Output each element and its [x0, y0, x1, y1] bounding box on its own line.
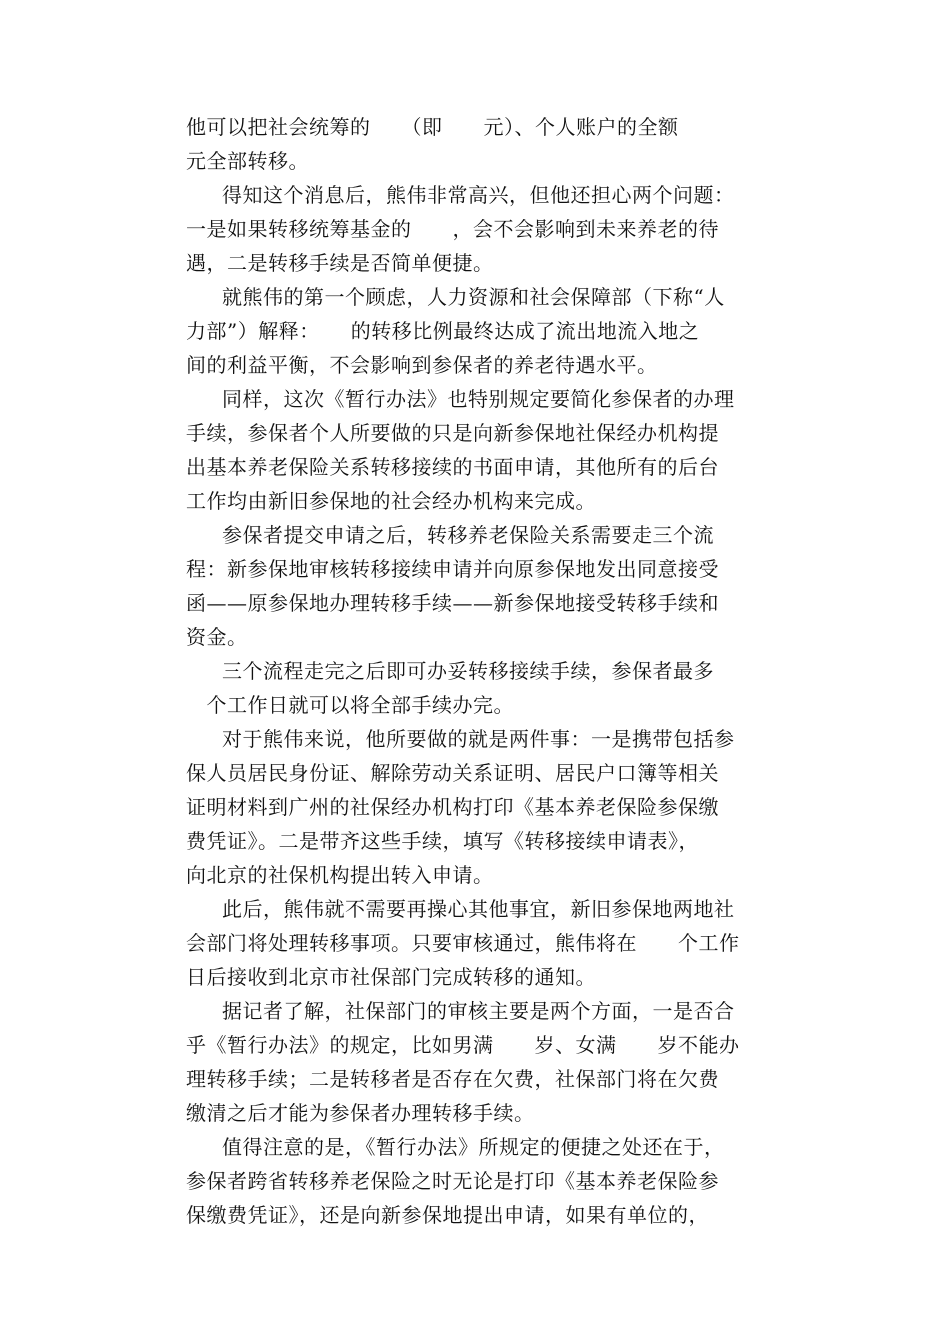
text-line: 此后，熊伟就不需要再操心其他事宜，新旧参保地两地社	[222, 897, 735, 921]
text-line: 元全部转移。	[186, 149, 309, 173]
text-line: 保人员居民身份证、解除劳动关系证明、居民户口簿等相关	[186, 761, 719, 785]
text-line: 个工作日就可以将全部手续办完。	[186, 693, 514, 717]
text-line: 出基本养老保险关系转移接续的书面申请，其他所有的后台	[186, 455, 719, 479]
text-line: 函——原参保地办理转移手续——新参保地接受转移手续和	[186, 591, 719, 615]
text-line: 一是如果转移统筹基金的 ，会不会影响到未来养老的待	[186, 217, 719, 241]
text-line: 证明材料到广州的社保经办机构打印《基本养老保险参保缴	[186, 795, 719, 819]
text-line: 会部门将处理转移事项。只要审核通过，熊伟将在 个工作	[186, 931, 740, 955]
text-line: 据记者了解，社保部门的审核主要是两个方面，一是否合	[222, 999, 735, 1023]
text-line: 日后接收到北京市社保部门完成转移的通知。	[186, 965, 596, 989]
text-line: 资金。	[186, 625, 248, 649]
text-line: 值得注意的是，《暂行办法》所规定的便捷之处还在于，	[222, 1135, 725, 1159]
text-line: 工作均由新旧参保地的社会经办机构来完成。	[186, 489, 596, 513]
text-line: 参保者提交申请之后，转移养老保险关系需要走三个流	[222, 523, 714, 547]
text-line: 就熊伟的第一个顾虑，人力资源和社会保障部（下称“人	[222, 285, 725, 309]
text-line: 间的利益平衡，不会影响到参保者的养老待遇水平。	[186, 353, 658, 377]
text-line: 理转移手续；二是转移者是否存在欠费，社保部门将在欠费	[186, 1067, 719, 1091]
text-line: 力部”）解释： 的转移比例最终达成了流出地流入地之	[186, 319, 700, 343]
text-line: 费凭证》。二是带齐这些手续，填写《转移接续申请表》，	[186, 829, 699, 853]
text-line: 三个流程走完之后即可办妥转移接续手续，参保者最多	[222, 659, 714, 683]
text-line: 乎《暂行办法》的规定，比如男满 岁、女满 岁不能办	[186, 1033, 740, 1057]
text-line: 手续，参保者个人所要做的只是向新参保地社保经办机构提	[186, 421, 719, 445]
text-line: 对于熊伟来说，他所要做的就是两件事：一是携带包括参	[222, 727, 735, 751]
text-line: 遇，二是转移手续是否简单便捷。	[186, 251, 494, 275]
text-line: 同样，这次《暂行办法》也特别规定要简化参保者的办理	[222, 387, 735, 411]
text-line: 程：新参保地审核转移接续申请并向原参保地发出同意接受	[186, 557, 719, 581]
body-text	[186, 110, 770, 1232]
text-line: 保缴费凭证》，还是向新参保地提出申请，如果有单位的，	[186, 1203, 709, 1227]
text-line: 他可以把社会统筹的 （即 元）、个人账户的全额	[186, 115, 679, 139]
text-line: 向北京的社保机构提出转入申请。	[186, 863, 494, 887]
text-line: 参保者跨省转移养老保险之时无论是打印《基本养老保险参	[186, 1169, 719, 1193]
text-line: 缴清之后才能为参保者办理转移手续。	[186, 1101, 535, 1125]
text-line: 得知这个消息后，熊伟非常高兴，但他还担心两个问题：	[222, 183, 735, 207]
